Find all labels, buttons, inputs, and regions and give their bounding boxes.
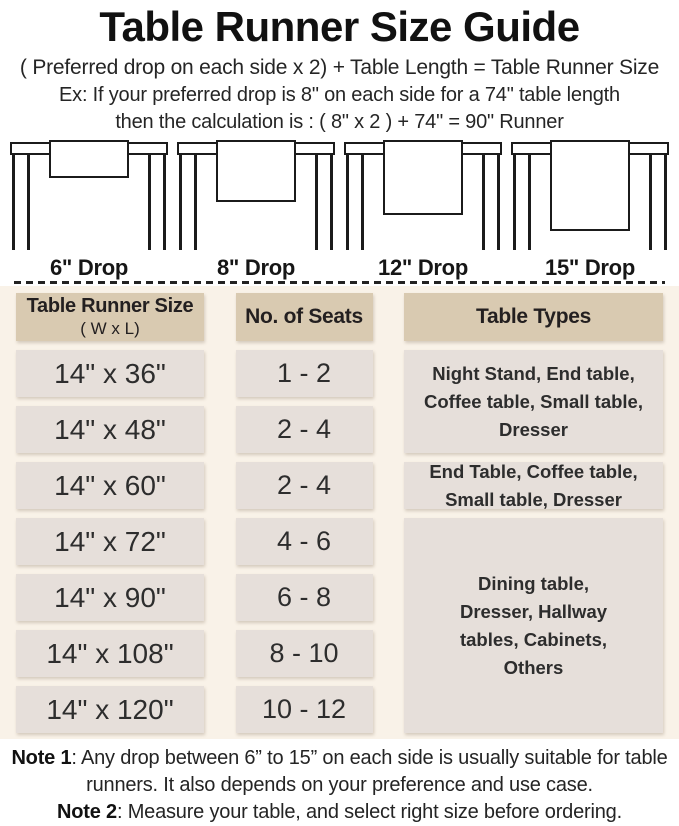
size-cell: 14" x 48" xyxy=(16,406,204,453)
seats-cell: 8 - 10 xyxy=(236,630,373,677)
size-cell: 14" x 108" xyxy=(16,630,204,677)
table-drawing xyxy=(177,140,335,250)
page-title: Table Runner Size Guide xyxy=(99,3,580,50)
table-leg-right xyxy=(315,154,333,250)
types-cell-medium-tables: End Table, Coffee table, Small table, Dresser xyxy=(404,462,663,509)
size-cell: 14" x 36" xyxy=(16,350,204,397)
illustration-15-drop xyxy=(511,140,669,280)
illustration-6-drop xyxy=(10,140,168,280)
note-1-label: Note 1 xyxy=(11,747,72,770)
seats-cell: 6 - 8 xyxy=(236,574,373,621)
drop-label: 12" Drop xyxy=(378,255,468,281)
table-drawing xyxy=(10,140,168,250)
runner-drape xyxy=(550,140,630,231)
table-leg-right xyxy=(649,154,667,250)
runner-drape xyxy=(383,140,463,215)
types-cell-large-tables: Dining table, Dresser, Hallway tables, Cabinets, Others xyxy=(404,518,663,733)
size-cell: 14" x 120" xyxy=(16,686,204,733)
drop-label: 6" Drop xyxy=(49,255,128,281)
runner-drape xyxy=(216,140,296,202)
column-header-size-line2: ( W x L) xyxy=(80,319,140,339)
table-leg-right xyxy=(482,154,500,250)
drop-label: 8" Drop xyxy=(216,255,295,281)
illustration-12-drop xyxy=(344,140,502,280)
note-2-text: : Measure your table, and select right size before ordering. xyxy=(116,801,622,824)
size-cell: 14" x 90" xyxy=(16,574,204,621)
illustration-8-drop xyxy=(177,140,335,280)
table-leg-left xyxy=(179,154,197,250)
column-header-size-line1: Table Runner Size xyxy=(26,295,194,318)
size-guide-table-section xyxy=(0,286,679,739)
example-line-2: then the calculation is : ( 8" x 2 ) + 74" = 90" Runner xyxy=(115,111,564,134)
table-leg-left xyxy=(346,154,364,250)
note-1-text: : Any drop between 6” to 15” on each side is usually suitable for table runners. It also depends on your preference and use case. xyxy=(71,747,668,797)
column-header-types: Table Types xyxy=(404,293,663,341)
types-cell-small-tables: Night Stand, End table, Coffee table, Small table, Dresser xyxy=(404,350,663,453)
size-cell: 14" x 60" xyxy=(16,462,204,509)
seats-cell: 10 - 12 xyxy=(236,686,373,733)
column-header-seats: No. of Seats xyxy=(236,293,373,341)
table-leg-left xyxy=(513,154,531,250)
runner-drape xyxy=(49,140,129,178)
seats-cell: 4 - 6 xyxy=(236,518,373,565)
seats-cell: 1 - 2 xyxy=(236,350,373,397)
column-header-size xyxy=(16,293,204,341)
note-1 xyxy=(4,745,675,799)
example-line-1: Ex: If your preferred drop is 8" on each side for a 74" table length xyxy=(59,84,620,107)
divider-dashed xyxy=(14,281,665,284)
size-cell: 14" x 72" xyxy=(16,518,204,565)
table-drawing xyxy=(344,140,502,250)
table-leg-left xyxy=(12,154,30,250)
drop-illustrations xyxy=(0,140,679,280)
table-leg-right xyxy=(148,154,166,250)
drop-label: 15" Drop xyxy=(545,255,635,281)
formula-text: ( Preferred drop on each side x 2) + Table Length = Table Runner Size xyxy=(19,56,660,80)
size-guide-table xyxy=(16,293,663,733)
notes-section xyxy=(0,739,679,826)
note-2-label: Note 2 xyxy=(57,801,117,824)
table-drawing xyxy=(511,140,669,250)
note-2 xyxy=(4,799,675,826)
seats-cell: 2 - 4 xyxy=(236,462,373,509)
seats-cell: 2 - 4 xyxy=(236,406,373,453)
